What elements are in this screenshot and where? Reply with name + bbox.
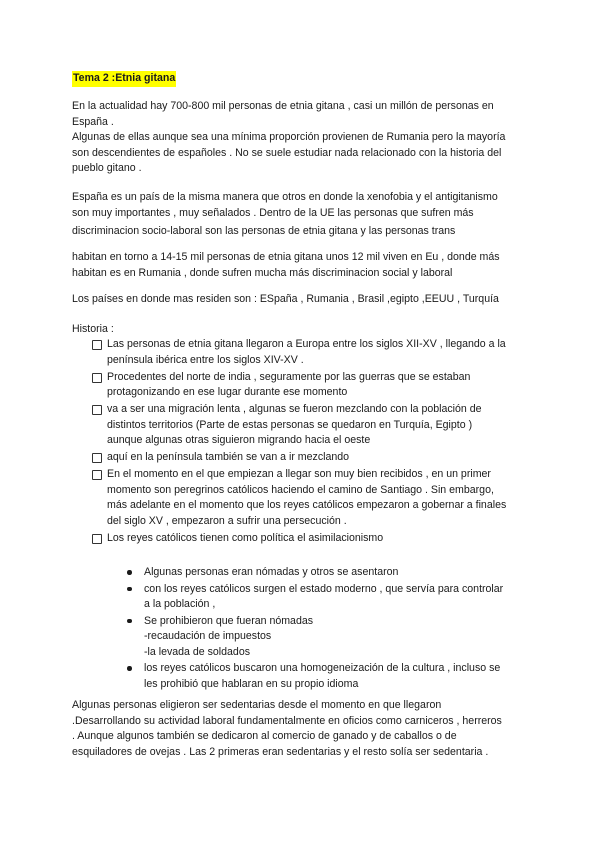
list-item [127,661,547,692]
text-line: Los reyes católicos tienen como política el asimilacionismo [107,531,384,544]
text-line: pueblo gitano . [72,162,142,174]
text-line: con los reyes católicos surgen el estado moderno , que servía para controlar [144,582,504,595]
text-line: a la población , [144,598,216,610]
checkbox-icon[interactable] [92,534,102,544]
spain-paragraph [72,190,542,240]
text-line: son descendientes de españoles . No se suele estudiar nada relacionado con la historia del [72,146,502,159]
text-line: discriminacion socio-laboral son las personas de etnia gitana y las personas trans [72,225,456,237]
text-line: -recaudación de impuestos [144,630,272,642]
text-line: más adelante en el momento que los reyes católicos empezaron a gobernar a finales [107,499,507,511]
bullet-icon [127,587,132,592]
text-line: En el momento en el que empiezan a llegar son muy bien recibidos , en un primer [107,468,491,480]
text-line: Los países en donde mas residen son : ESpaña , Rumania , Brasil ,egipto ,EEUU , Turquía [72,293,499,305]
text-line: Se prohibieron que fueran nómadas [144,614,314,627]
list-item [127,565,547,581]
text-line: habitan es en Rumania , donde sufren mucha más discriminacion social y laboral [72,266,453,279]
checkbox-icon[interactable] [92,470,102,480]
historia-checklist [92,337,542,548]
text-line: España es un país de la misma manera que otros en donde la xenofobia y el antigitanismo [72,191,498,203]
text-line: península ibérica entre los siglos XIV-XV . [107,353,304,366]
text-line: Algunas personas eligieron ser sedentarias desde el momento en que llegaron [72,699,442,711]
text-line: aunque algunas otras siguieron migrando hacia el oeste [107,434,371,446]
intro-paragraph [72,99,542,177]
checklist-item [92,402,542,449]
text-line: habitan en torno a 14-15 mil personas de etnia gitana unos 12 mil viven en Eu , donde más [72,251,500,263]
text-line: En la actualidad hay 700-800 mil personas de etnia gitana , casi un millón de personas en [72,100,494,112]
document-title: Tema 2 :Etnia gitana [72,71,176,87]
bullet-list [127,565,547,693]
text-line: protagonizando en ese lugar durante ese momento [107,386,348,398]
text-line: va a ser una migración lenta , algunas se fueron mezclando con la población de [107,403,482,415]
text-line: esquiladores de ovejas . Las 2 primeras eran sedentarias y el resto solía ser sedentaria . [72,745,489,758]
checklist-item [92,450,542,466]
checklist-item [92,467,542,529]
closing-paragraph [72,698,542,760]
text-line: Algunas de ellas aunque sea una mínima proporción provienen de Rumania pero la mayoría [72,131,506,143]
paises-paragraph [72,292,542,308]
checkbox-icon[interactable] [92,453,102,463]
list-item [127,582,547,613]
text-line: .Desarrollando su actividad laboral fundamentalmente en oficios como carniceros , herreros [72,714,502,727]
checklist-item [92,370,542,401]
checkbox-icon[interactable] [92,405,102,415]
checkbox-icon[interactable] [92,340,102,350]
text-line: aquí en la península también se van a ir mezclando [107,451,350,463]
checklist-item [92,337,542,368]
habitan-paragraph [72,250,542,281]
text-line: momento son peregrinos católicos haciendo el camino de Santiago . Sin embargo, [107,483,494,496]
bullet-icon [127,666,132,671]
text-line: Algunas personas eran nómadas y otros se asentaron [144,566,399,578]
text-line: distintos territorios (Parte de estas personas se quedaron en Turquía, Egipto ) [107,418,473,431]
text-line: son muy importantes , muy señalados . Dentro de la UE las personas que sufren más [72,206,474,219]
text-line: los reyes católicos buscaron una homogeneización de la cultura , incluso se [144,662,501,674]
text-line: -la levada de soldados [144,645,251,658]
text-line: del siglo XV , empezaron a sufrir una persecución . [107,514,347,527]
text-line: Las personas de etnia gitana llegaron a Europa entre los siglos XII-XV , llegando a la [107,338,506,350]
text-line: les prohibió que hablaran en su propio idioma [144,677,359,690]
historia-heading [72,322,542,338]
checkbox-icon[interactable] [92,373,102,383]
bullet-icon [127,619,132,624]
bullet-icon [127,570,132,575]
text-line: Procedentes del norte de india , seguramente por las guerras que se estaban [107,370,471,383]
checklist-item [92,531,542,547]
list-item [127,614,547,661]
text-line: . Aunque algunos también se dedicaron al comercio de ganado y de caballos o de [72,730,457,742]
text-line: España . [72,115,114,128]
text-line: Historia : [72,323,114,335]
